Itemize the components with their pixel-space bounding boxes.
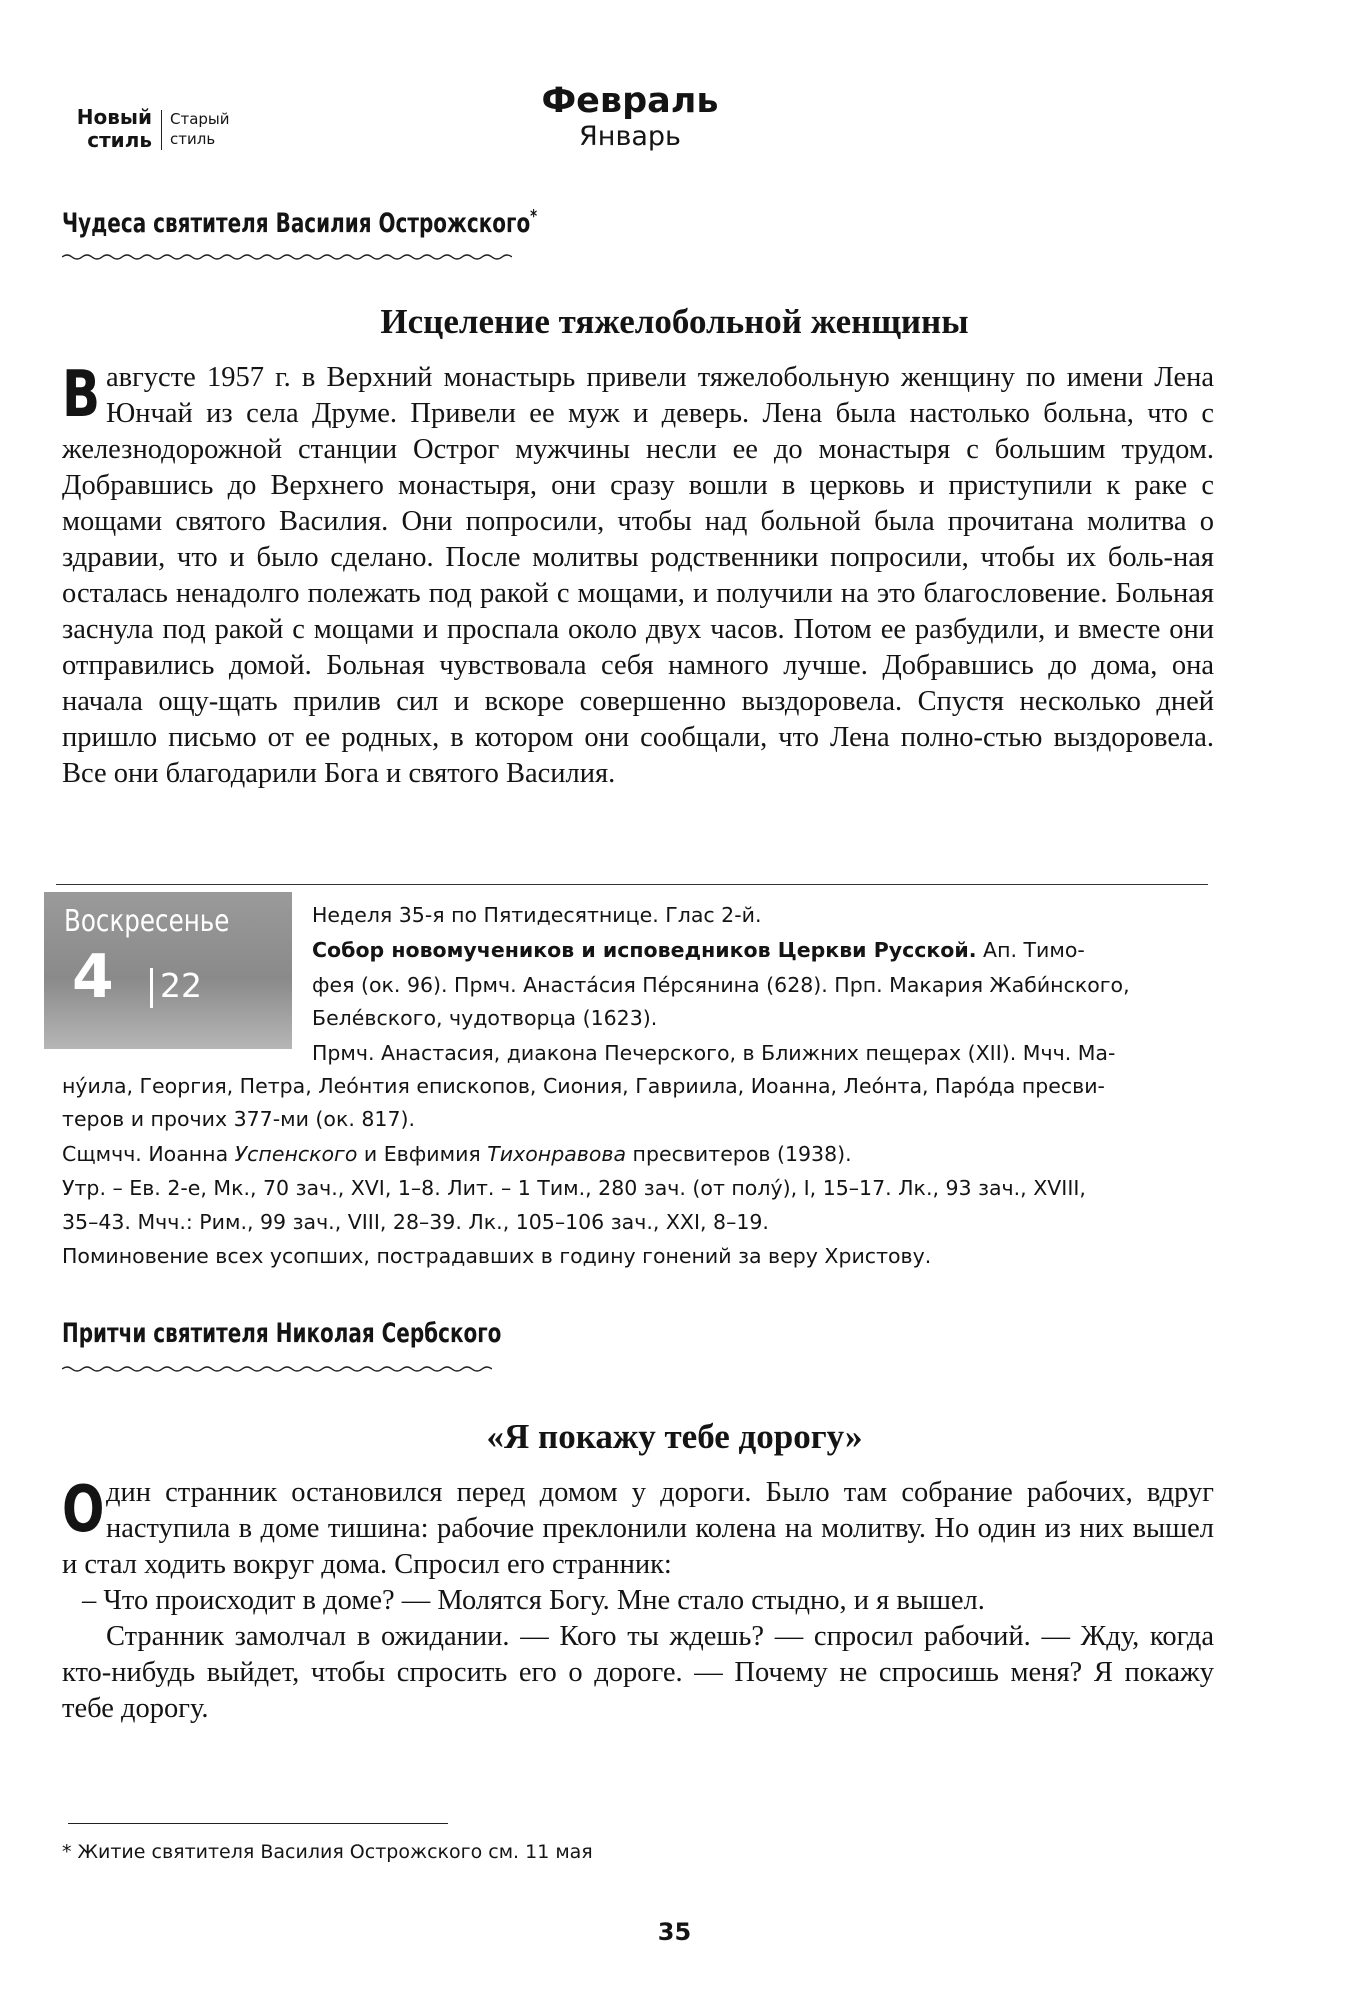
drop-cap: О: [62, 1473, 105, 1547]
date-old-style: 22: [160, 966, 202, 1005]
feast-title: Собор новомучеников и исповедников Церкви Русской.: [312, 938, 977, 962]
commemoration-line: Поминовение всех усопших, пострадавших в годину гонений за веру Христову.: [62, 1244, 932, 1268]
section-title-miracles: [62, 206, 537, 239]
calendar-line-2: [312, 935, 1085, 967]
section-title-text: Чудеса святителя Василия Острожского: [62, 208, 531, 239]
month-header: [480, 80, 780, 152]
calendar-line-8-c: и Евфимия: [357, 1142, 488, 1166]
readings-line-2: 35–43. Мчч.: Рим., 99 зач., VIII, 28–39. Лк., 105–106 зач., XXI, 8–19.: [62, 1210, 769, 1234]
calendar-line-8-e: пресвитеров (1938).: [626, 1142, 852, 1166]
story-paragraph-1: дин странник остановился перед домом у дороги. Было там собрание рабочих, вдруг наступила в доме тишина: рабочие преклонили колена на молитву. Но один из них вышел и стал ходить вокруг дома. Спросил его странник:: [62, 1477, 1214, 1580]
story-title-healing: Исцеление тяжелобольной женщины: [380, 302, 969, 341]
calendar-line-2-rest: Ап. Тимо-: [976, 938, 1085, 962]
month-new-style: Февраль: [541, 81, 719, 121]
calendar-line-8: [62, 1139, 852, 1171]
footnote: * Житие святителя Василия Острожского см. 11 мая: [62, 1841, 593, 1863]
new-style-label: Новый стиль: [76, 105, 152, 152]
date-new-style: 4: [72, 942, 114, 1012]
drop-cap: В: [62, 358, 101, 432]
calendar-line-6: ну́ила, Георгия, Петра, Лео́нтия епископов, Сиония, Гавриила, Иоанна, Лео́нта, Паро́да пресви-: [62, 1074, 1105, 1098]
weekday-label: Воскресенье: [64, 904, 230, 939]
calendar-line-4: Беле́вского, чудотворца (1623).: [312, 1006, 658, 1030]
footnote-rule: [68, 1823, 448, 1824]
calendar-line-5: Прмч. Анастасия, диакона Печерского, в Ближних пещерах (XII). Мчч. Ма-: [312, 1041, 1116, 1065]
page-number: 35: [657, 1918, 692, 1946]
ornament-squiggle: [62, 1364, 492, 1374]
legend-divider: [161, 110, 162, 150]
style-legend: [62, 106, 252, 152]
story-title-road: «Я покажу тебе дорогу»: [486, 1417, 863, 1456]
footnote-mark: *: [530, 206, 538, 227]
month-old-style: Январь: [579, 121, 681, 152]
story-paragraph-2: – Что происходит в доме? — Молятся Богу. Мне стало стыдно, и я вышел.: [82, 1585, 985, 1616]
story-body-healing: [62, 360, 1214, 792]
story-body-road: [62, 1475, 1214, 1727]
calendar-line-7: теров и прочих 377-ми (ок. 817).: [62, 1107, 416, 1131]
calendar-line-3: фея (ок. 96). Прмч. Анаста́сия Пе́рсянина (628). Прп. Макария Жаби́нского,: [312, 973, 1130, 997]
story-paragraph-3: Странник замолчал в ожидании. — Кого ты ждешь? — спросил рабочий. — Жду, когда кто-нибудь выйдет, чтобы спросить его о дороге. — Почему не спросишь меня? Я покажу тебе дорогу.: [62, 1621, 1214, 1724]
date-separator: [150, 968, 153, 1008]
calendar-line-8-a: Сщмчч. Иоанна: [62, 1142, 235, 1166]
day-box: [44, 892, 292, 1049]
section-divider: [56, 884, 1208, 885]
calendar-line-1: Неделя 35-я по Пятидесятнице. Глас 2-й.: [312, 903, 762, 927]
story-text: августе 1957 г. в Верхний монастырь привели тяжелобольную женщину по имени Лена Юнчай из села Друме. Привели ее муж и деверь. Лена была настолько больна, что с железнодорожной станции Острог мужчины несли ее до монастыря с большим трудом. Добравшись до Верхнего монастыря, они сразу вошли в церковь и приступили к раке с мощами святого Василия. Они попросили, чтобы над больной была прочитана молитва о здравии, что и было сделано. После молитвы родственники попросили, чтобы их боль-ная осталась ненадолго полежать под ракой с мощами, и получили на это благословение. Больная заснула под ракой с мощами и проспала около двух часов. Потом ее разбудили, и вместе они отправились домой. Больная чувствовала себя намного лучше. Добравшись до дома, она начала ощу-щать прилив сил и вскоре совершенно выздоровела. Спустя несколько дней пришло письмо от ее родных, в котором они сообщали, что Лена полно-стью выздоровела. Все они благодарили Бога и святого Василия.: [62, 362, 1214, 789]
calendar-line-8-d: Тихонравова: [487, 1142, 627, 1166]
readings-line-1: Утр. – Ев. 2-е, Мк., 70 зач., XVI, 1–8. Лит. – 1 Тим., 280 зач. (от полу́), I, 15–17. Лк., 93 зач., XVIII,: [62, 1176, 1086, 1200]
ornament-squiggle: [62, 252, 512, 262]
calendar-line-8-b: Успенского: [234, 1142, 358, 1166]
section-title-parables: Притчи святителя Николая Сербского: [62, 1318, 502, 1349]
old-style-label: Старый стиль: [170, 110, 230, 148]
